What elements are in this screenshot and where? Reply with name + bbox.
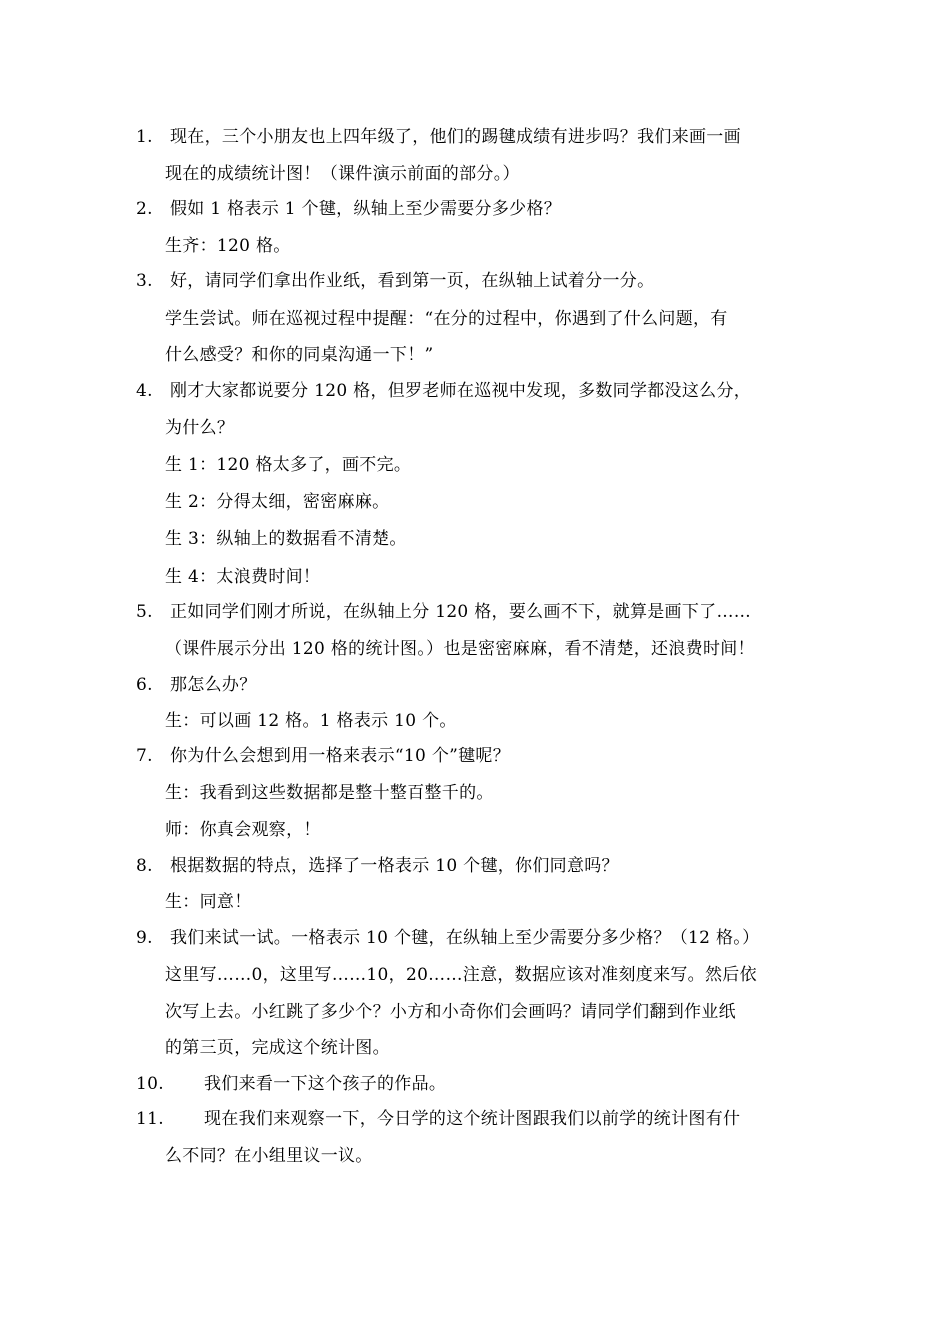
item-4-number: 4. (136, 381, 153, 401)
item-4-line-2: 为什么？ (165, 418, 235, 438)
item-10-number: 10. (136, 1074, 164, 1094)
item-7-line-2: 生：我看到这些数据都是整十整百整千的。 (165, 783, 494, 803)
item-9-line-2: 这里写……0，这里写……10，20……注意，数据应该对准刻度来写。然后依 (165, 965, 757, 985)
item-6-line-1: 那怎么办？ (170, 675, 257, 695)
item-7-line-1: 你为什么会想到用一格来表示“10 个”毽呢？ (170, 746, 511, 766)
item-4-line-6: 生 4：太浪费时间！ (165, 567, 321, 587)
item-4-line-5: 生 3：纵轴上的数据看不清楚。 (165, 529, 407, 549)
item-4-line-3: 生 1：120 格太多了，画不完。 (165, 455, 412, 475)
item-11-number: 11. (136, 1109, 164, 1129)
item-6-line-2: 生：可以画 12 格。1 格表示 10 个。 (165, 711, 457, 731)
item-8-line-2: 生：同意！ (165, 892, 252, 912)
item-2-line-2: 生齐：120 格。 (165, 236, 291, 256)
item-1-line-2: 现在的成绩统计图！（课件演示前面的部分。） (165, 164, 520, 184)
item-1-number: 1. (136, 127, 153, 147)
item-10-line-1: 我们来看一下这个孩子的作品。 (204, 1074, 447, 1094)
item-3-number: 3. (136, 271, 153, 291)
item-1-line-1: 现在，三个小朋友也上四年级了，他们的踢毽成绩有进步吗？我们来画一画 (170, 127, 741, 147)
item-11-line-1: 现在我们来观察一下，今日学的这个统计图跟我们以前学的统计图有什 (204, 1109, 741, 1129)
item-5-number: 5. (136, 602, 153, 622)
item-9-line-3: 次写上去。小红跳了多少个？小方和小奇你们会画吗？请同学们翻到作业纸 (165, 1002, 736, 1022)
item-8-number: 8. (136, 856, 153, 876)
item-8-line-1: 根据数据的特点，选择了一格表示 10 个毽，你们同意吗？ (170, 856, 619, 876)
item-5-line-1: 正如同学们刚才所说，在纵轴上分 120 格，要么画不下，就算是画下了…… (170, 602, 752, 622)
item-9-line-1: 我们来试一试。一格表示 10 个毽，在纵轴上至少需要分多少格？（12 格。） (170, 928, 760, 948)
item-5-line-2: （课件展示分出 120 格的统计图。）也是密密麻麻，看不清楚，还浪费时间！ (165, 639, 755, 659)
item-7-number: 7. (136, 746, 153, 766)
item-6-number: 6. (136, 675, 153, 695)
item-11-line-2: 么不同？在小组里议一议。 (165, 1146, 373, 1166)
item-3-line-1: 好，请同学们拿出作业纸，看到第一页，在纵轴上试着分一分。 (170, 271, 655, 291)
item-4-line-1: 刚才大家都说要分 120 格，但罗老师在巡视中发现，多数同学都没这么分， (170, 381, 752, 401)
item-2-number: 2. (136, 199, 153, 219)
item-3-line-2: 学生尝试。师在巡视过程中提醒：“在分的过程中，你遇到了什么问题，有 (165, 309, 728, 329)
item-3-line-3: 什么感受？和你的同桌沟通一下！” (165, 345, 434, 365)
item-9-number: 9. (136, 928, 153, 948)
item-7-line-3: 师：你真会观察，！ (165, 820, 321, 840)
item-9-line-4: 的第三页，完成这个统计图。 (165, 1038, 390, 1058)
item-2-line-1: 假如 1 格表示 1 个毽，纵轴上至少需要分多少格？ (170, 199, 562, 219)
item-4-line-4: 生 2：分得太细，密密麻麻。 (165, 492, 390, 512)
